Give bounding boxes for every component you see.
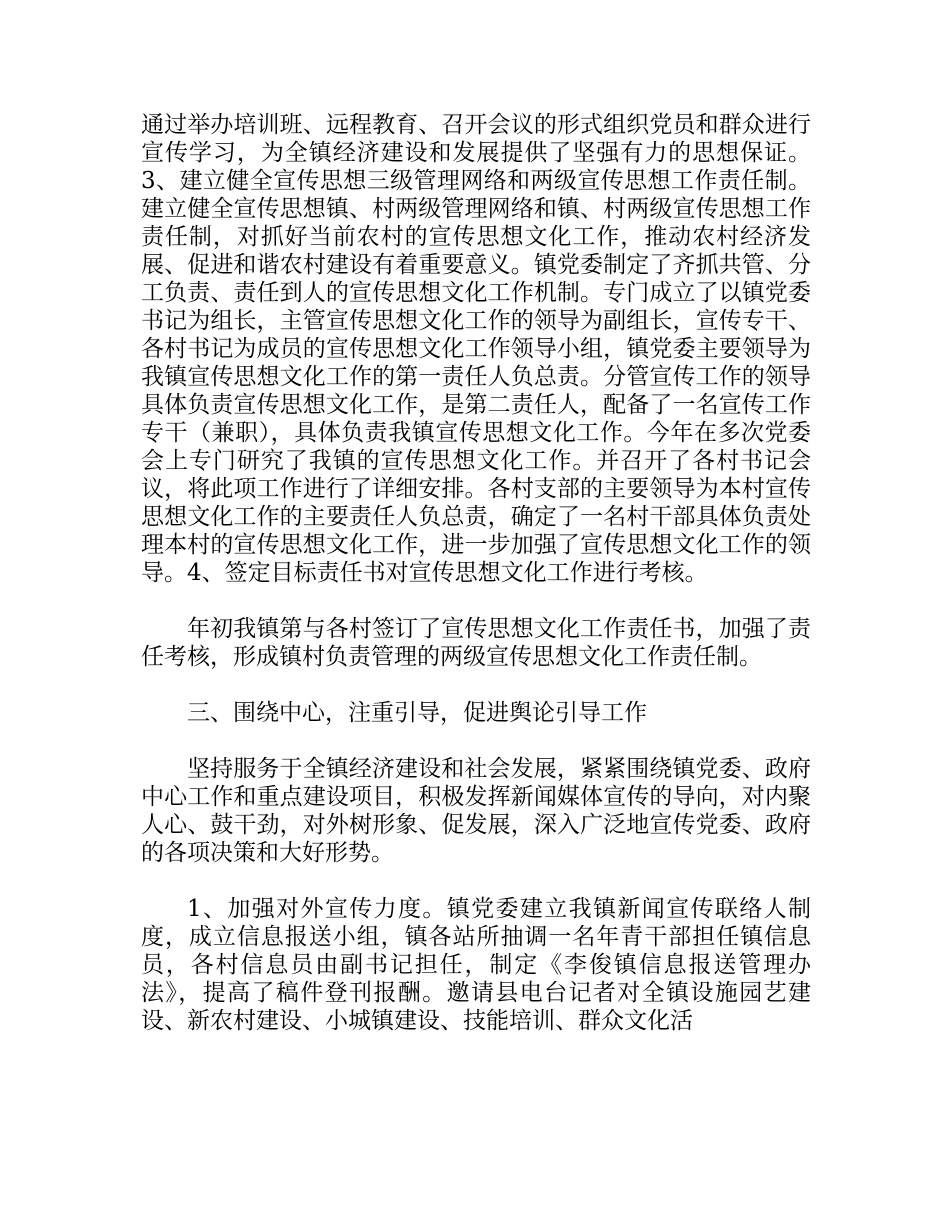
paragraph-continued: 通过举办培训班、远程教育、召开会议的形式组织党员和群众进行宣传学习，为全镇经济建设和发展提供了坚强有力的思想保证。3、建立健全宣传思想三级管理网络和两级宣传思想工作责任制。建立健全宣传思想镇、村两级管理网络和镇、村两级宣传思想工作责任制，对抓好当前农村的宣传思想文化工作，推动农村经济发展、促进和谐农村建设有着重要意义。镇党委制定了齐抓共管、分工负责、责任到人的宣传思想文化工作机制。专门成立了以镇党委书记为组长，主管宣传思想文化工作的领导为副组长，宣传专干、各村书记为成员的宣传思想文化工作领导小组，镇党委主要领导为我镇宣传思想文化工作的第一责任人负总责。分管宣传工作的领导具体负责宣传思想文化工作，是第二责任人，配备了一名宣传工作专干（兼职），具体负责我镇宣传思想文化工作。今年在多次党委会上专门研究了我镇的宣传思想文化工作。并召开了各村书记会议，将此项工作进行了详细安排。各村支部的主要领导为本村宣传思想文化工作的主要责任人负总责，确定了一名村干部具体负责处理本村的宣传思想文化工作，进一步加强了宣传思想文化工作的领导。4、签定目标责任书对宣传思想文化工作进行考核。 <box>141 112 811 586</box>
document-page <box>141 111 811 1063</box>
paragraph-external-publicity: 1、加强对外宣传力度。镇党委建立我镇新闻宣传联络人制度，成立信息报送小组，镇各站所抽调一名年青干部担任镇信息员，各村信息员由副书记担任，制定《李俊镇信息报送管理办法》，提高了稿件登刊报酬。邀请县电台记者对全镇设施园艺建设、新农村建设、小城镇建设、技能培训、群众文化活 <box>141 896 811 1034</box>
section-heading: 三、围绕中心，注重引导，促进舆论引导工作 <box>187 700 647 726</box>
paragraph-guidance: 坚持服务于全镇经济建设和社会发展，紧紧围绕镇党委、政府中心工作和重点建设项目，积极发挥新闻媒体宣传的导向，对内聚人心、鼓干劲，对外树形象、促发展，深入广泛地宣传党委、政府的各项决策和大好形势。 <box>141 756 811 866</box>
paragraph-responsibility: 年初我镇第与各村签订了宣传思想文化工作责任书，加强了责任考核，形成镇村负责管理的两级宣传思想文化工作责任制。 <box>141 616 811 670</box>
